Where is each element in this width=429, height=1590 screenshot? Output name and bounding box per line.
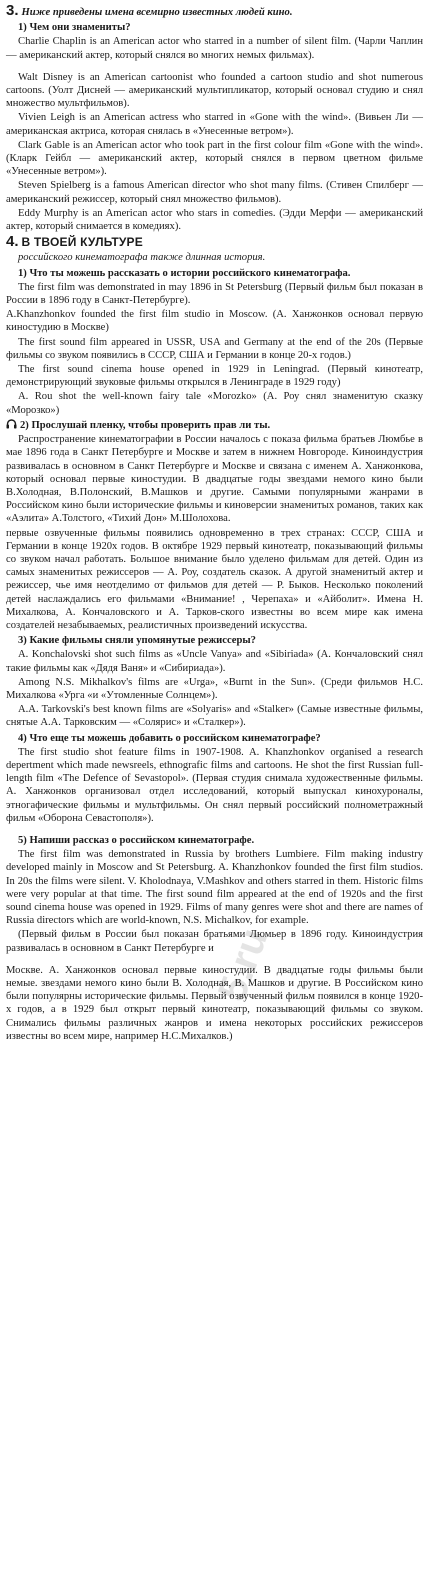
paragraph-gable: Clark Gable is an American actor who took part in the first colour film «Gone with the wind». (Кларк Гейбл — американский актер, который снялся в первом цветном фильме «Унесенные ветром»). [6, 139, 423, 178]
q1-paragraph-rou: A. Rou shot the well-known fairy tale «Morozko» (А. Роу снял знаменитую сказку «Морозко») [6, 391, 423, 416]
q1-paragraph-first-film: The first film was demonstrated in may 1896 in St Petersburg (Первый фильм был показан в России в 1896 году в Санкт-Петербурге). [6, 281, 423, 307]
section-4-title: В ТВОЕЙ КУЛЬТУРЕ [21, 235, 143, 250]
headphones-icon [6, 419, 17, 429]
paragraph-disney: Walt Disney is an American cartoonist who founded a cartoon studio and shot numerous cartoons. (Уолт Дисней — американский мультипликатор, который основал студию и снял множество мультфильмов). [6, 71, 423, 110]
q4-paragraph-first-studio: The first studio shot feature films in 1907-1908. A. Khanzhonkov organised a research depertment which made newsreels, ethnografic films and cartoons. He shot the first Russian full-length film «The Defence of Sevastopol». (Первая студия снимала художественные фильмы. А. Ханжонков организовал отдел исследований, который выпускал кинохуроналы, этногафические фильмы и мультфильмы. Он снял первый российский полнометражный фильм «Оборона Севастополя»). [6, 746, 423, 824]
section-4-question-5: 5) Напиши рассказ о российском кинематографе. [18, 834, 255, 846]
q2-paragraph-sound: первые озвученные фильмы появились одновременно в трех странах: СССР, США и Германии в конце 1920х годов. В октябре 1929 первый кинотеатр, показывающий фильмы со звуком начал работать. Большое внимание было уделено фильмам для детей. Один из самых знаменитых режиссеров — А. Роу, создатель сказок. А другой знаменитый актер и режиссер, чье имя неотделимо от фильмов для детей — Р. Быков. Несколько поколений детей наслаждались его фильмами «Внимание! , Черепаха» и «Айболит». Имена Н. Михалкова, А. Кончаловского и А. Тарков-ского известны во всем мире как имена создателей незабываемых, реалистичных произведений искусства. [6, 527, 423, 631]
section-4-intro: российского кинематографа также длинная история. [18, 252, 266, 264]
q5-paragraph-russian-start: (Первый фильм в России был показан братьями Люмьер в 1896 году. Киноиндустрия развивалась в основном в Санкт Петербурге и [6, 929, 423, 954]
section-4-number: 4. [6, 233, 19, 251]
section-4-question-1: 1) Что ты можешь рассказать о истории российского кинематографа. [18, 267, 351, 279]
section-4-question-3: 3) Какие фильмы сняли упомянутые режиссеры? [18, 635, 256, 647]
q1-paragraph-sound-film: The first sound film appeared in USSR, USA and Germany at the end of the 20s (Первые фильмы со звуком появились в СССР, США и Германии в конце 20-х годов.) [6, 336, 423, 361]
q1-paragraph-cinema-house: The first sound cinema house opened in 1929 in Leningrad. (Первый кинотеатр, демонстрирующий звуковые фильмы открылся в Ленинграде в 1929 году) [6, 364, 423, 389]
section-3-number: 3. [6, 2, 19, 19]
section-3-question-1: 1) Чем они знамениты? [18, 22, 131, 34]
q3-paragraph-konchalovski: A. Konchalovski shot such films as «Uncle Vanya» and «Sibiriada» (А. Кончаловский снял такие фильмы как «Дядя Ваня» и «Сибириада»). [6, 649, 423, 674]
paragraph-spielberg: Steven Spielberg is a famous American director who shot many films. (Стивен Спилберг — американский режиссер, который снял множество фильмов). [6, 180, 423, 205]
section-4-question-2 [6, 419, 423, 432]
q5-paragraph-english: The first film was demonstrated in Russia by brothers Lumbiere. Film making industry developed mainly in Moscow and St Petersburg. A. Khanzhonkov founded the first film studios. In 20s the films were silent. V. Kholodnaya, V.Mashkov and others starred in them. Historic films were very popular at that time. The first sound film appeared at the end of 1920s and the first sound cinema house was opened in 1929. Films of many genres were shot and there are names of Russia directors which are world-known, N.S. Michalkov, for example. [6, 849, 423, 927]
section-4-question-4: 4) Что еще ты можешь добавить о российском кинематографе? [18, 732, 321, 744]
paragraph-leigh: Vivien Leigh is an American actress who starred in «Gone with the wind». (Вивьен Ли — американская актриса, которая снялась в «Унесенные ветром»). [6, 112, 423, 137]
q1-paragraph-khanzhonkov: A.Khanzhonkov founded the first film studio in Moscow. (А. Ханжонков основал первую киностудию в Москве) [6, 309, 423, 334]
q3-paragraph-mikhalkov: Among N.S. Mikhalkov's films are «Urga», «Burnt in the Sun». (Среди фильмов Н.С. Михалкова «Урга «и «Утомленные Солнцем»). [6, 676, 423, 701]
section-4-heading [6, 235, 423, 250]
q5-paragraph-russian-continued: Москве. А. Ханжонков основал первые киностудии. В двадцатые годы фильмы были немые. звездами немого кино были В. Холодная, В. Машков и другие. В Российском кино были популярны исторические фильмы. Первый озвученный фильм появился в конце 1920-х годов, а в 1929 был открыт первый кинотеатр, показывающий фильмы со звуком. Снимались фильмы различных жанров и имена некоторых российских режиссеров известны во всем мире, например Н.С.Михалков.) [6, 964, 423, 1042]
section-3-heading [6, 4, 423, 19]
section-3-lead: Ниже приведены имена всемирно известных людей кино. [21, 7, 293, 18]
q2-paragraph-history: Распространение кинематографии в России началось с показа фильма братьев Люмбье в мае 1896 года в Санкт Петербурге и Москве и затем в нижнем Новгороде. Киноиндустрия развивалась в основном в Санкт Петербурге и Москве и связана с именем А. Ханжонкова, который основал первые киностудии. В двадцатые годы звездами немого кино были В.Холодная, В.Полонский, В.Машков и другие. Самыми популярными жанрами в Российском кино были исторические фильмы и киноверсии знаменитых романов, таких как «Аэлита» А.Толстого, «Тихий Дон» М.Шолохова. [6, 434, 423, 525]
q3-paragraph-tarkovski: A.A. Tarkovski's best known films are «Solyaris» and «Stalker» (Самые известные фильмы, снятые А.А. Тарковским — «Солярис» и «Сталкер»). [6, 704, 423, 729]
paragraph-murphy: Eddy Murphy is an American actor who stars in comedies. (Эдди Мерфи — американский актер, который снимается в комедиях). [6, 207, 423, 233]
paragraph-chaplin: Charlie Chaplin is an American actor who starred in a number of silent film. (Чарли Чаплин — американский актер, который снялся во многих немых фильмах). [6, 36, 423, 61]
watermark: 5.ru [209, 922, 277, 1007]
page-content [6, 4, 423, 1043]
question-2-label: 2) Прослушай пленку, чтобы проверить прав ли ты. [20, 419, 271, 431]
